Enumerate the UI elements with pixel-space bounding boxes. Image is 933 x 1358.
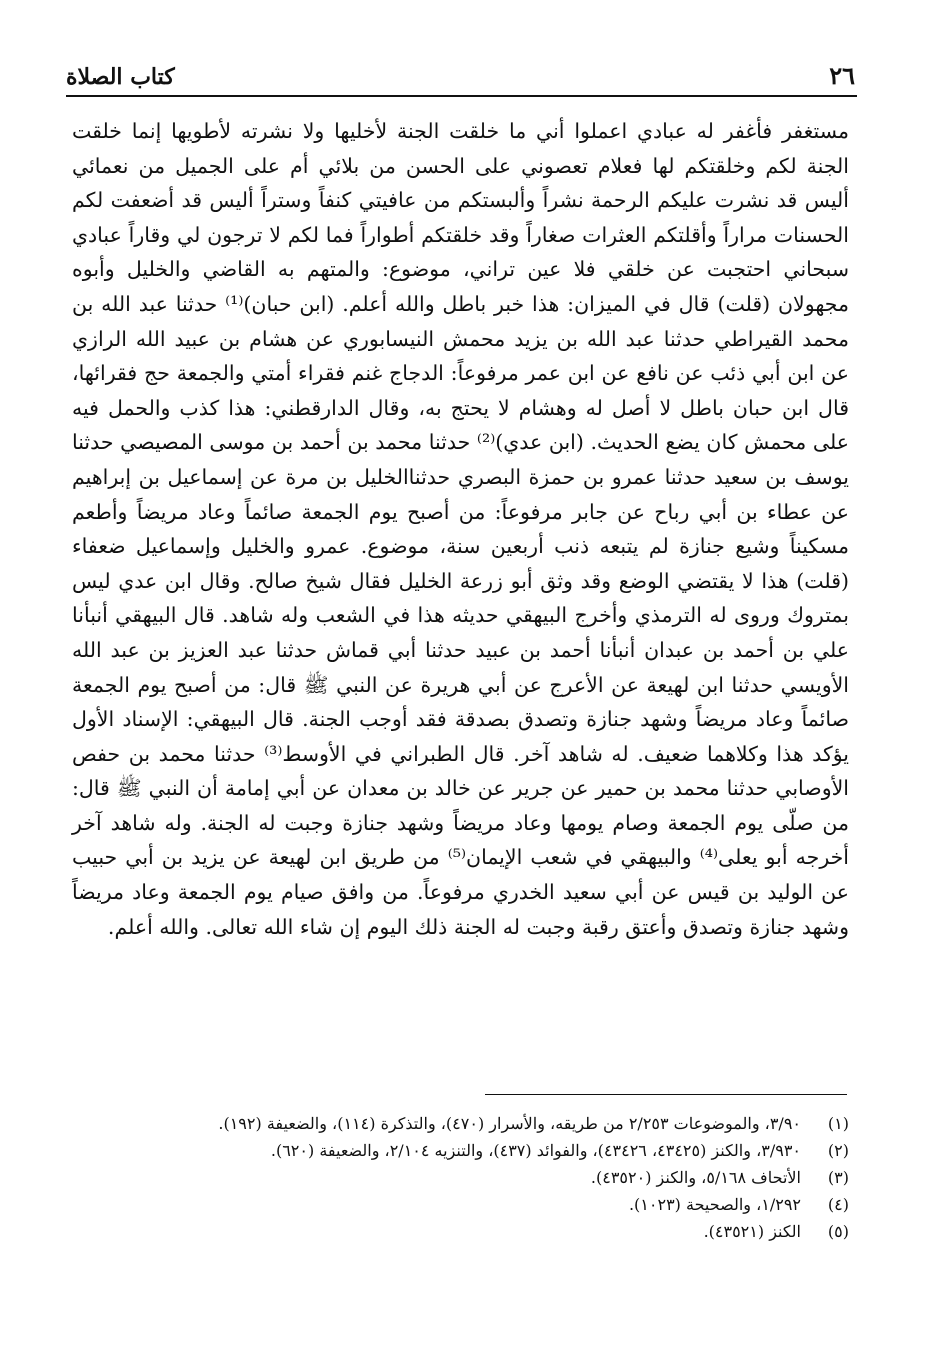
footnote-number: (١) bbox=[827, 1114, 849, 1133]
footnote-text: ٣/٩٣٠، والكنز (٤٣٤٢٥، ٤٣٤٢٦)، والفوائد (٤٣٧)، والتنزيه ٢/١٠٤، والضعيفة (٦٢٠). bbox=[270, 1141, 801, 1160]
footnote-divider bbox=[485, 1094, 847, 1095]
footnote-number: (٣) bbox=[827, 1168, 849, 1187]
main-text bbox=[72, 114, 849, 944]
footnote-text: ١/٢٩٢، والصحيحة (١٠٢٣). bbox=[628, 1195, 801, 1214]
body-paragraph: مستغفر فأغفر له عبادي اعملوا أني ما خلقت الجنة لأخليها ولا نشرته لأطويها إنما خلقت الجنة لكم وخلقتكم لها فعلام تعصوني على الحسن من بلائي أم على الجميل من نعمائي أليس قد نشرت عليكم الرحمة نشراً وألبستكم من عافيتي كنفاً وستراً أليس قد أضعفت لكم الحسنات مراراً وأقلتكم العثرات صغاراً وقد خلقتكم أطواراً فما لكم لا ترجون لي وقاراً عبادي سبحاني احتجبت عن خلقي فلا عين تراني، موضوع: والمتهم به القاضي والخليل وأبوه مجهولان (قلت) قال في الميزان: هذا خبر باطل والله أعلم. (ابن حبان)⁽¹⁾ حدثنا عبد الله بن محمد القيراطي حدثنا عبد الله بن يزيد محمش النيسابوري عن هشام بن عبيد الله الرازي عن ابن أبي ذئب عن نافع عن ابن عمر مرفوعاً: الدجاج غنم فقراء أمتي والجمعة حج فقرائها، قال ابن حبان باطل لا أصل له وهشام لا يحتج به، وقال الدارقطني: هذا كذب والحمل فيه على محمش كان يضع الحديث. (ابن عدي)⁽²⁾ حدثنا محمد بن أحمد بن موسى المصيصي حدثنا يوسف بن سعيد حدثنا عمرو بن حمزة البصري حدثناالخليل بن مرة عن إسماعيل بن إبراهيم عن عطاء بن أبي رباح عن جابر مرفوعاً: من أصبح يوم الجمعة صائماً وعاد مريضاً وأطعم مسكيناً وشيع جنازة لم يتبعه ذنب أربعين سنة، موضوع. عمرو والخليل وإسماعيل ضعفاء (قلت) هذا لا يقتضي الوضع وقد وثق أبو زرعة الخليل فقال شيخ صالح. وقال ابن عدي ليس بمتروك وروى له الترمذي وأخرج البيهقي حديثه هذا في الشعب وله شاهد. قال البيهقي أنبأنا علي بن أحمد بن عبدان أنبأنا أحمد بن عبيد حدثنا أبي قماش حدثنا عبد العزيز بن عبد الله الأويسي حدثنا ابن لهيعة عن الأعرج عن أبي هريرة عن النبي ﷺ قال: من أصبح يوم الجمعة صائماً وعاد مريضاً وشهد جنازة وتصدق بصدقة فقد أوجب الجنة. قال البيهقي: الإسناد الأول يؤكد هذا وكلاهما ضعيف. له شاهد آخر. قال الطبراني في الأوسط⁽³⁾ حدثنا محمد بن حفص الأوصابي حدثنا محمد بن حمير عن جرير عن خالد بن معدان عن أبي إمامة أن النبي ﷺ قال: من صلّى يوم الجمعة وصام يومها وعاد مريضاً وشهد جنازة وجبت له الجنة. وله شاهد آخر أخرجه أبو يعلى⁽⁴⁾ والبيهقي في شعب الإيمان⁽⁵⁾ من طريق ابن لهيعة عن يزيد بن أبي حبيب عن الوليد بن قيس عن أبي سعيد الخدري مرفوعاً. من وافق صيام يوم الجمعة وعاد مريضاً وشهد جنازة وتصدق وأعتق رقبة وجبت له الجنة ذلك اليوم إن شاء الله تعالى. والله أعلم. bbox=[72, 119, 850, 939]
footnote-text: الأتحاف ٥/١٦٨، والكنز (٤٣٥٢٠). bbox=[590, 1168, 801, 1187]
footnote-number: (٤) bbox=[827, 1195, 849, 1214]
footnote bbox=[72, 1137, 849, 1164]
footnote bbox=[72, 1191, 849, 1218]
footnotes bbox=[72, 1110, 849, 1245]
footnote-text: الكنز (٤٣٥٢١). bbox=[703, 1222, 801, 1241]
footnote-number: (٢) bbox=[827, 1141, 849, 1160]
page-header bbox=[66, 60, 855, 90]
footnote-text: ٣/٩٠، والموضوعات ٢/٢٥٣ من طريقه، والأسرار (٤٧٠)، والتذكرة (١١٤)، والضعيفة (١٩٢). bbox=[218, 1114, 801, 1133]
footnote-number: (٥) bbox=[827, 1222, 849, 1241]
footnote bbox=[72, 1164, 849, 1191]
footnote bbox=[72, 1218, 849, 1245]
footnote bbox=[72, 1110, 849, 1137]
chapter-title: كتاب الصلاة bbox=[66, 64, 175, 90]
header-divider bbox=[66, 95, 857, 97]
page-number: ٢٦ bbox=[829, 61, 855, 90]
